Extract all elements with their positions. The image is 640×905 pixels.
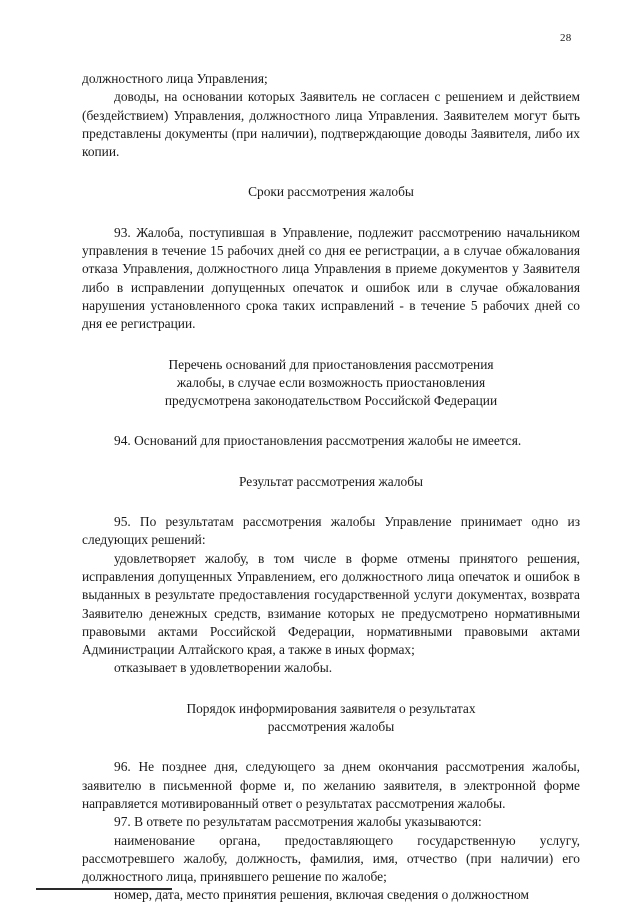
heading-line: предусмотрена законодательством Российской Федерации <box>164 393 498 409</box>
heading-line: Порядок информирования заявителя о результатах <box>186 700 476 716</box>
footnote-separator-line <box>36 888 172 890</box>
paragraph-93: 93. Жалоба, поступившая в Управление, подлежит рассмотрению начальником управления в течение 15 рабочих дней со дня ее регистрации, а в случае обжалования отказа Управления, должностного лица Управления в приеме документов у Заявителя либо в исправлении допущенных опечаток и ошибок или в случае обжалования нарушения установленного срока таких исправлений - в течение 5 рабочих дней со дня ее регистрации. <box>82 224 580 332</box>
page-number: 28 <box>560 32 572 44</box>
paragraph-95: 95. По результатам рассмотрения жалобы Управление принимает одно из следующих решений: <box>82 514 580 548</box>
section-heading-terms: Сроки рассмотрения жалобы <box>248 184 414 200</box>
heading-line: рассмотрения жалобы <box>267 719 395 735</box>
paragraph-intro-2: доводы, на основании которых Заявитель не согласен с решением и действием (бездействием) Управления, должностного лица Управления. Заявителем могут быть представлены документы (при наличии), подтверждающие доводы Заявителя, либо их копии. <box>82 89 580 160</box>
paragraph-95-option-b: отказывает в удовлетворении жалобы. <box>114 660 333 676</box>
paragraph-intro-1: должностного лица Управления; <box>82 71 268 86</box>
heading-line: жалобы, в случае если возможность приостановления <box>176 374 486 390</box>
paragraph-94: 94. Оснований для приостановления рассмотрения жалобы не имеется. <box>114 433 522 449</box>
section-heading-result: Результат рассмотрения жалобы <box>238 473 424 489</box>
section-heading-suspend <box>82 356 580 411</box>
paragraph-97-item-b: номер, дата, место принятия решения, включая сведения о должностном <box>114 887 529 903</box>
heading-line: Перечень оснований для приостановления рассмотрения <box>168 356 494 372</box>
paragraph-96: 96. Не позднее дня, следующего за днем окончания рассмотрения жалобы, заявителю в письменной форме и, по желанию заявителя, в электронной форме направляется мотивированный ответ о результатах рассмотрения жалобы. <box>82 759 580 811</box>
paragraph-97-item-a: наименование органа, предоставляющего государственную услугу, рассмотревшего жалобу, должность, фамилия, имя, отчество (при наличии) его должностного лица, принявшего решение по жалобе; <box>82 832 580 885</box>
document-body <box>82 70 580 905</box>
section-heading-inform <box>82 700 580 737</box>
paragraph-95-option-a: удовлетворяет жалобу, в том числе в форме отмены принятого решения, исправления допущенных Управлением, его должностного лица опечаток и ошибок в выданных в результате предоставления государственной услуги документах, возврата Заявителю денежных средств, взимание которых не предусмотрено нормативными правовыми актами Российской Федерации, нормативными правовыми актами Администрации Алтайского края, а также в иных формах; <box>82 550 580 658</box>
paragraph-97: 97. В ответе по результатам рассмотрения жалобы указываются: <box>114 814 482 830</box>
